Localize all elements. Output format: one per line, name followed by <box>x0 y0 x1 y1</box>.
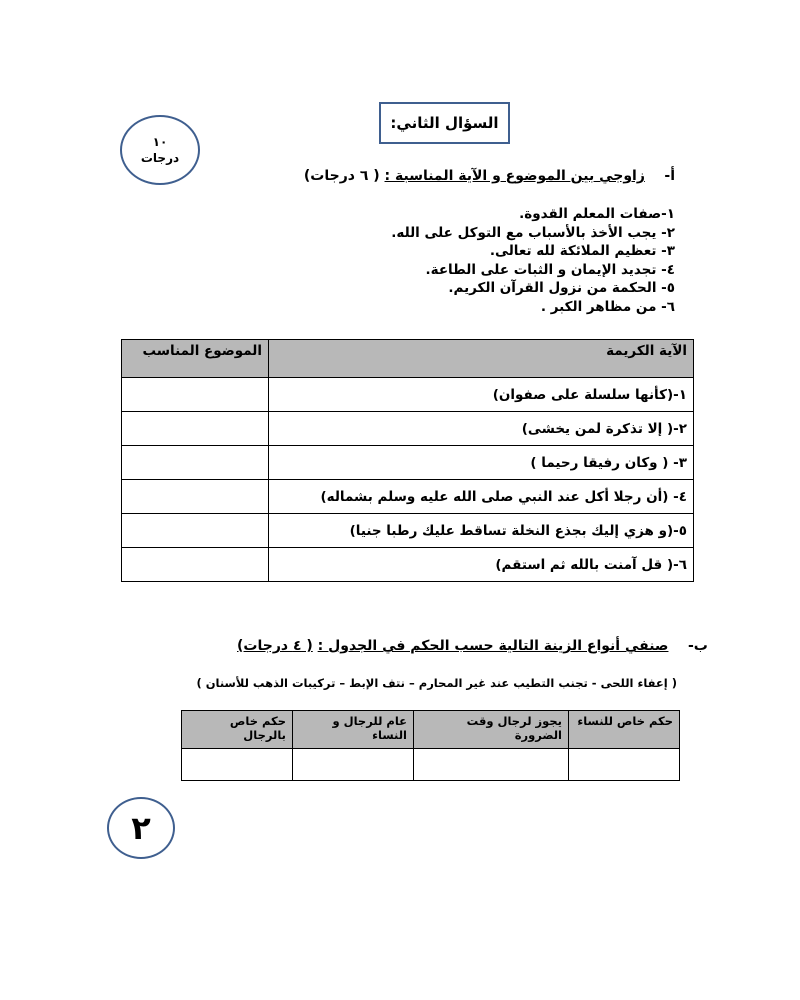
answer-cell[interactable] <box>122 548 269 582</box>
answer-cell[interactable] <box>122 514 269 548</box>
section-a-instruction: زاوجي بين الموضوع و الآية المناسبة : <box>384 168 645 184</box>
answer-cell[interactable] <box>293 749 414 781</box>
topics-list <box>391 205 675 316</box>
verse-cell: ٦-( قل آمنت بالله ثم استقم) <box>269 548 694 582</box>
table-row <box>122 446 694 480</box>
score-number: ١٠ <box>152 135 168 149</box>
section-b-heading <box>237 638 708 654</box>
topic-item: ٦- من مظاهر الكبر . <box>540 298 675 315</box>
section-b-instruction: صنفي أنواع الزينة التالية حسب الحكم في الجدول : <box>317 638 669 654</box>
section-a-heading <box>304 168 675 184</box>
topic-item: ٢- يجب الأخذ بالأسباب مع التوكل على الله. <box>391 224 675 241</box>
header-men-necessity: يجوز لرجال وقت الضرورة <box>414 711 569 749</box>
section-a-letter: أ- <box>664 168 675 184</box>
verse-cell: ١-(كأنها سلسلة على صفوان) <box>269 378 694 412</box>
table-header-row <box>182 711 680 749</box>
classification-table <box>181 710 680 781</box>
header-verse: الآية الكريمة <box>269 340 694 378</box>
verse-cell: ٥-(و هزي إليك بجذع النخلة تساقط عليك رطبا جنيا) <box>269 514 694 548</box>
section-b-marks: ( ٤ درجات) <box>237 638 313 654</box>
topic-item: ٣- تعظيم الملائكة لله تعالى. <box>489 243 675 259</box>
table-row <box>122 548 694 582</box>
answer-cell[interactable] <box>122 412 269 446</box>
header-topic: الموضوع المناسب <box>122 340 269 378</box>
matching-table <box>121 339 694 582</box>
verse-cell: ٤- (أن رجلا أكل عند النبي صلى الله عليه وسلم بشماله) <box>269 480 694 514</box>
verse-cell: ٣- ( وكان رفيقا رحيما ) <box>269 446 694 480</box>
table-row <box>122 378 694 412</box>
answer-cell[interactable] <box>182 749 293 781</box>
table-row <box>122 514 694 548</box>
header-men-only: حكم خاص بالرجال <box>182 711 293 749</box>
table-header-row <box>122 340 694 378</box>
header-women-only: حكم خاص للنساء <box>569 711 680 749</box>
topic-item: ٥- الحكمة من نزول القرآن الكريم. <box>448 280 675 296</box>
verse-cell: ٢-( إلا تذكرة لمن يخشى) <box>269 412 694 446</box>
topic-item: ٤- تجديد الإيمان و الثبات على الطاعة. <box>425 261 675 278</box>
score-unit: درجات <box>140 151 180 165</box>
page-number-oval <box>107 797 175 859</box>
adornment-items: ( إعفاء اللحى - تجنب التطيب عند غير المحارم – نتف الإبط – تركيبات الذهب للأسنان ) <box>196 676 677 690</box>
answer-cell[interactable] <box>569 749 680 781</box>
topic-item: ١-صفات المعلم القدوة. <box>519 206 675 222</box>
answer-cell[interactable] <box>414 749 569 781</box>
table-row <box>182 749 680 781</box>
section-a-marks: ( ٦ درجات) <box>303 168 380 184</box>
answer-cell[interactable] <box>122 480 269 514</box>
answer-cell[interactable] <box>122 378 269 412</box>
answer-cell[interactable] <box>122 446 269 480</box>
question-title-box <box>379 102 510 144</box>
table-row <box>122 480 694 514</box>
table-row <box>122 412 694 446</box>
score-oval <box>120 115 200 185</box>
question-title: السؤال الثاني: <box>390 114 499 132</box>
header-general: عام للرجال و النساء <box>293 711 414 749</box>
section-b-letter: ب- <box>687 638 708 654</box>
page-number: ٢ <box>131 809 151 847</box>
